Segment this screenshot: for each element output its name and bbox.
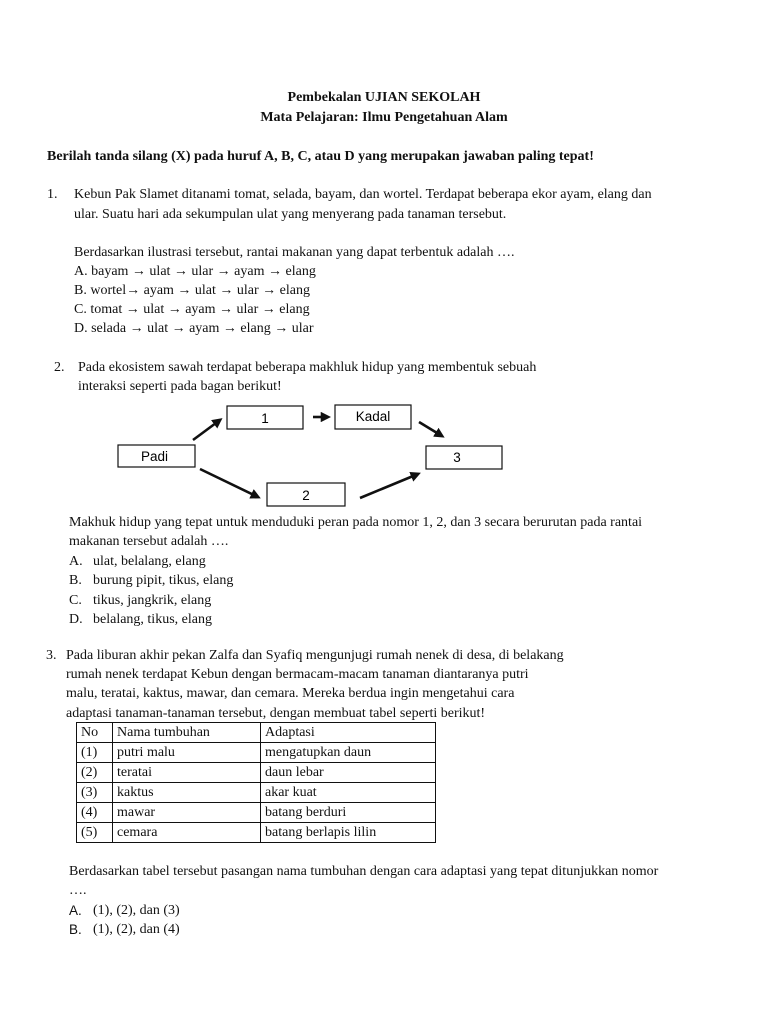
option-text: (1), (2), dan (4) — [93, 922, 180, 937]
option-letter: D. — [69, 612, 83, 627]
question-1-option-a[interactable]: A. bayam → ulat → ular → ayam → elang — [74, 264, 316, 279]
question-3-text-line4: adaptasi tanaman-tanaman tersebut, dengan membuat tabel seperti berikut! — [66, 706, 486, 721]
table-cell: (1) — [77, 743, 113, 763]
question-3-prompt-line2: …. — [69, 883, 87, 898]
question-2-prompt-line1: Makhuk hidup yang tepat untuk menduduki peran pada nomor 1, 2, dan 3 secara berurutan pada rantai — [69, 515, 643, 530]
table-header-cell: Adaptasi — [261, 723, 436, 743]
diagram-label-3: 3 — [453, 450, 461, 465]
table-cell: batang berlapis lilin — [261, 823, 436, 843]
question-3-number: 3. — [46, 648, 57, 663]
table-cell: mawar — [113, 803, 261, 823]
option-letter: B. — [69, 922, 82, 937]
table-cell: daun lebar — [261, 763, 436, 783]
question-2-text-line2: interaksi seperti pada bagan berikut! — [78, 379, 282, 394]
arrow-kadal-to-3 — [419, 422, 442, 436]
question-3-text-line3: malu, teratai, kaktus, mawar, dan cemara. Mereka berdua ingin mengetahui cara — [66, 686, 515, 701]
table-row — [77, 763, 436, 783]
table-cell: putri malu — [113, 743, 261, 763]
table-row — [77, 783, 436, 803]
question-1-prompt: Berdasarkan ilustrasi tersebut, rantai makanan yang dapat terbentuk adalah …. — [74, 245, 515, 260]
arrow-padi-to-2 — [200, 469, 258, 497]
diagram-box-padi — [118, 445, 195, 467]
diagram-label-padi: Padi — [141, 449, 169, 464]
question-3-text-line2: rumah nenek terdapat Kebun dengan bermacam-macam tanaman diantaranya putri — [66, 667, 529, 682]
question-2-option-d[interactable] — [69, 610, 212, 630]
question-3-option-b[interactable] — [69, 920, 180, 941]
arrow-2-to-3 — [360, 474, 418, 498]
table-cell: (4) — [77, 803, 113, 823]
table-cell: cemara — [113, 823, 261, 843]
option-letter: B. — [69, 573, 82, 588]
question-2-option-b[interactable] — [69, 571, 234, 591]
question-1-option-c[interactable]: C. tomat → ulat → ayam → ular → elang — [74, 302, 310, 317]
diagram-label-kadal: Kadal — [355, 409, 391, 424]
question-3-option-a[interactable] — [69, 901, 180, 922]
question-3-text-line1: Pada liburan akhir pekan Zalfa dan Syafiq mengunjugi rumah nenek di desa, di belakang — [66, 648, 564, 663]
question-2-prompt-line2: makanan tersebut adalah …. — [69, 534, 229, 549]
option-text: (1), (2), dan (3) — [93, 903, 180, 918]
diagram-box-1 — [227, 406, 303, 429]
question-2-text-line1: Pada ekosistem sawah terdapat beberapa makhluk hidup yang membentuk sebuah — [78, 360, 537, 375]
table-header-row — [77, 723, 436, 743]
diagram-box-2 — [267, 483, 345, 506]
question-1-option-d[interactable]: D. selada → ulat → ayam → elang → ular — [74, 321, 314, 336]
table-cell: kaktus — [113, 783, 261, 803]
question-2-option-c[interactable] — [69, 591, 212, 611]
table-cell: (5) — [77, 823, 113, 843]
option-text: belalang, tikus, elang — [93, 612, 212, 627]
table-cell: (2) — [77, 763, 113, 783]
question-2-number: 2. — [54, 360, 65, 375]
diagram-label-2: 2 — [302, 488, 310, 503]
adaptation-table — [76, 722, 436, 843]
option-text: burung pipit, tikus, elang — [93, 573, 234, 588]
page-title: Pembekalan UJIAN SEKOLAH — [287, 90, 481, 105]
table-cell: batang berduri — [261, 803, 436, 823]
table-row — [77, 803, 436, 823]
diagram-box-kadal — [335, 405, 411, 429]
option-letter: A. — [69, 903, 82, 918]
question-3-prompt-line1: Berdasarkan tabel tersebut pasangan nama tumbuhan dengan cara adaptasi yang tepat ditunjukkan nomor — [69, 864, 659, 879]
diagram-box-3 — [426, 446, 502, 469]
table-cell: akar kuat — [261, 783, 436, 803]
option-letter: C. — [69, 593, 82, 608]
table-row — [77, 743, 436, 763]
table-cell: (3) — [77, 783, 113, 803]
option-text: ulat, belalang, elang — [93, 554, 206, 569]
table-cell: teratai — [113, 763, 261, 783]
question-1-text-line1: Kebun Pak Slamet ditanami tomat, selada, bayam, dan wortel. Terdapat beberapa ekor ayam, elang dan — [74, 187, 652, 202]
question-1-text-line2: ular. Suatu hari ada sekumpulan ulat yang menyerang pada tanaman tersebut. — [74, 207, 507, 222]
question-1-number: 1. — [47, 187, 58, 202]
page-subtitle: Mata Pelajaran: Ilmu Pengetahuan Alam — [260, 110, 508, 125]
option-letter: A. — [69, 554, 83, 569]
table-header-cell: Nama tumbuhan — [113, 723, 261, 743]
option-text: tikus, jangkrik, elang — [93, 593, 212, 608]
table-cell: mengatupkan daun — [261, 743, 436, 763]
arrow-padi-to-1 — [193, 420, 220, 440]
question-1-option-b[interactable]: B. wortel→ ayam → ulat → ular → elang — [74, 283, 310, 298]
question-2-option-a[interactable] — [69, 552, 206, 572]
instruction-text: Berilah tanda silang (X) pada huruf A, B, C, atau D yang merupakan jawaban paling tepat! — [47, 149, 594, 164]
diagram-label-1: 1 — [261, 411, 269, 426]
table-header-cell: No — [77, 723, 113, 743]
table-row — [77, 823, 436, 843]
